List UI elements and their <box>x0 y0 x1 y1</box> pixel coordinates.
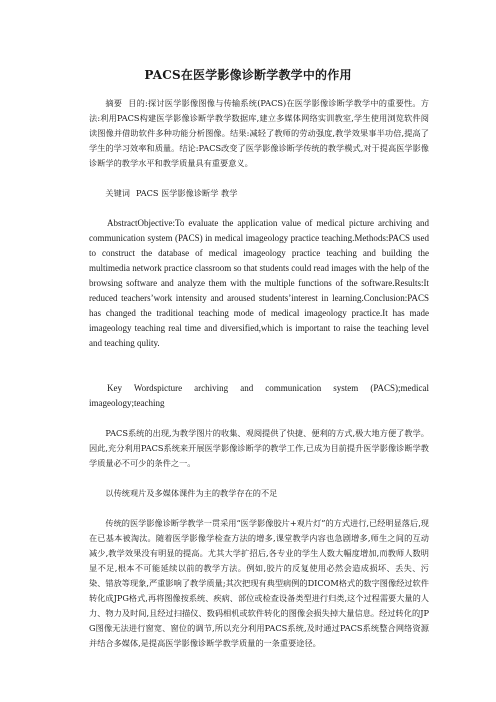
abstract-cn <box>89 96 429 171</box>
keywords-en: Key Wordspicture archiving and communication system (PACS);medical imageology;teaching <box>89 383 429 408</box>
abstract-en: AbstractObjective:To evaluate the application value of medical picture archiving and communication system (PACS) in medical imageology practice teaching.Methods:PACS used to construct the database of medical imageology practice teaching and building the multimedia network practice classroom so that students could read images with the help of the browsing software and analyze them with the multiple functions of the software.Results:It reduced teachers’work intensity and aroused students’interest in learning.Conclusion:PACS has changed the traditional teaching mode of medical imageology practice.It has made imageology teaching real time and diversified,which is important to raise the teaching level and teaching qulity. <box>89 218 429 348</box>
section-heading: 以传统观片及多媒体课件为主的教学存在的不足 <box>105 488 278 498</box>
abstract-text: 目的:探讨医学影像图像与传输系统(PACS)在医学影像诊断学教学中的重要性。方法:利用PACS构建医学影像诊断学教学数据库,建立多媒体网络实训教室,学生使用浏览软件阅读图像并借助软件多种功能分析图像。结果:减轻了教师的劳动强度,教学效果事半功倍,提高了学生的学习效率和质量。结论:PACS改变了医学影像诊断学传统的教学模式,对于提高医学影像诊断学的教学水平和教学质量具有重要意义。 <box>89 98 429 168</box>
keywords-text: PACS 医学影像诊断学 教学 <box>135 188 238 198</box>
keywords-label: 关键词 <box>105 188 130 198</box>
body-paragraph-1: PACS系统的出现,为教学图片的收集、观阅提供了快捷、便利的方式,极大地方便了教学。因此,充分利用PACS系统来开展医学影像诊断学的教学工作,已成为目前提升医学影像诊断学教学质量必不可少的条件之一。 <box>89 428 429 468</box>
abstract-label: 摘要 <box>105 98 123 108</box>
body-paragraph-2: 传统的医学影像诊断学教学一贯采用“医学影像胶片+观片灯”的方式进行,已经明显落后,现在已基本被淘汰。随着医学影像学检查方法的增多,课堂教学内容也急剧增多,师生之间的互动减少,教学效果没有明显的提高。尤其大学扩招后,各专业的学生人数大幅度增加,而教师人数明显不足,根本不可能延续以前的教学方法。例如,胶片的反复使用必然会造成损坏、丢失、污染、错放等现象,严重影响了教学质量;其次把现有典型病例的DICOM格式的数字图像经过软件转化成JPG格式,再将图像按系统、疾病、部位或检查设备类型进行归类,这个过程需要大量的人力、物力及时间,且经过扫描仪、数码相机或软件转化的图像会损失掉大量信息。经过转化的JPG图像无法进行窗宽、窗位的调节,所以充分利用PACS系统,及时通过PACS系统整合网络资源并结合多媒体,是提高医学影像诊断学教学质量的一条重要途径。 <box>89 518 429 648</box>
paper-title: PACS在医学影像诊断学教学中的作用 <box>144 68 352 82</box>
keywords-cn <box>89 186 429 201</box>
